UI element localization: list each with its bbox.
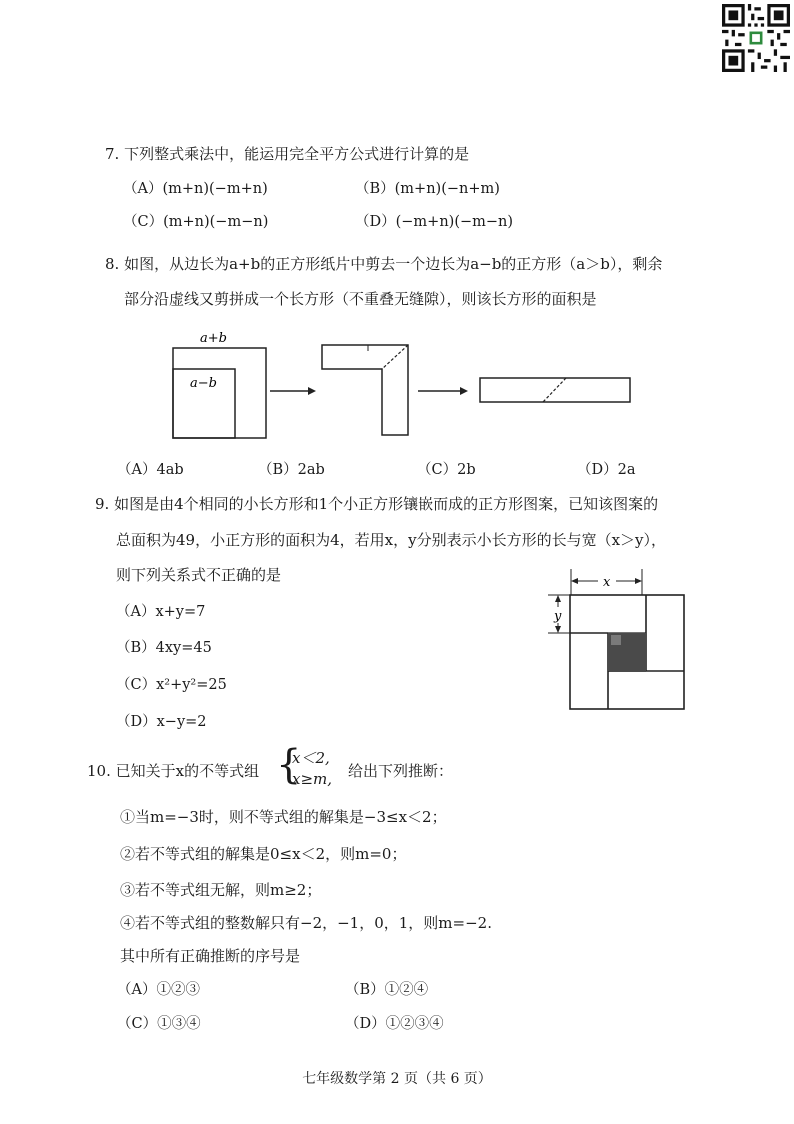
q10-option-d[interactable]: （D）①②③④ (345, 1016, 444, 1032)
cut-line-2 (543, 378, 566, 402)
q10-system-line2: x≥m, (292, 770, 333, 788)
q9-figure (540, 565, 690, 715)
q9-option-b[interactable]: （B）4xy=45 (116, 640, 212, 656)
q7-option-c[interactable]: （C）(m+n)(−m−n) (123, 214, 269, 230)
q10-statement-1: ①当m=−3时，则不等式组的解集是−3≤x＜2； (120, 808, 447, 826)
q8-option-b[interactable]: （B）2ab (258, 462, 325, 478)
inner-square-label: a−b (190, 376, 217, 391)
q7-option-b[interactable]: （B）(m+n)(−n+m) (355, 181, 500, 197)
l-shape (322, 345, 408, 435)
q8-stem-line1: 8. 如图，从边长为a+b的正方形纸片中剪去一个边长为a−b的正方形（a＞b），剩余 (105, 255, 663, 273)
q9-option-d[interactable]: （D）x−y=2 (116, 714, 207, 730)
q7-option-d[interactable]: （D）(−m+n)(−m−n) (355, 214, 514, 230)
y-label: y (554, 609, 562, 624)
q10-option-b[interactable]: （B）①②④ (345, 982, 429, 998)
q10-prompt: 其中所有正确推断的序号是 (120, 947, 301, 965)
q10-statement-2: ②若不等式组的解集是0≤x＜2，则m=0； (120, 845, 407, 863)
q10-option-c[interactable]: （C）①③④ (117, 1016, 201, 1032)
q9-stem-line3: 则下列关系式不正确的是 (116, 566, 282, 584)
page-footer: 七年级数学第 2 页（共 6 页） (302, 1071, 492, 1087)
q8-figure (160, 325, 640, 450)
cut-line-1 (382, 345, 408, 369)
q10-stem-after: 给出下列推断： (348, 762, 454, 780)
q8-option-a[interactable]: （A）4ab (117, 462, 184, 478)
q8-option-c[interactable]: （C）2b (417, 462, 476, 478)
q10-system-line1: x＜2, (292, 749, 330, 767)
qr-code-icon (722, 4, 790, 72)
q10-option-a[interactable]: （A）①②③ (117, 982, 200, 998)
q10-stem-before: 10. 已知关于x的不等式组 (87, 762, 260, 780)
q9-stem-line1: 9. 如图是由4个相同的小长方形和1个小正方形镶嵌而成的正方形图案，已知该图案的 (95, 495, 659, 513)
outer-square-label: a+b (200, 331, 227, 346)
q8-stem-line2: 部分沿虚线又剪拼成一个长方形（不重叠无缝隙），则该长方形的面积是 (124, 290, 597, 308)
outer-square (173, 348, 266, 438)
q9-option-a[interactable]: （A）x+y=7 (116, 604, 206, 620)
q7-option-a[interactable]: （A）(m+n)(−m+n) (123, 181, 268, 197)
q9-stem-line2: 总面积为49，小正方形的面积为4，若用x，y分别表示小长方形的长与宽（x＞y）， (116, 531, 667, 549)
q8-option-d[interactable]: （D）2a (577, 462, 636, 478)
q7-stem: 7. 下列整式乘法中，能运用完全平方公式进行计算的是 (105, 145, 470, 163)
q10-statement-4: ④若不等式组的整数解只有−2，−1，0，1，则m=−2. (120, 914, 492, 932)
q9-option-c[interactable]: （C）x²+y²=25 (116, 677, 227, 693)
q10-statement-3: ③若不等式组无解，则m≥2； (120, 881, 322, 899)
x-label: x (603, 575, 611, 590)
